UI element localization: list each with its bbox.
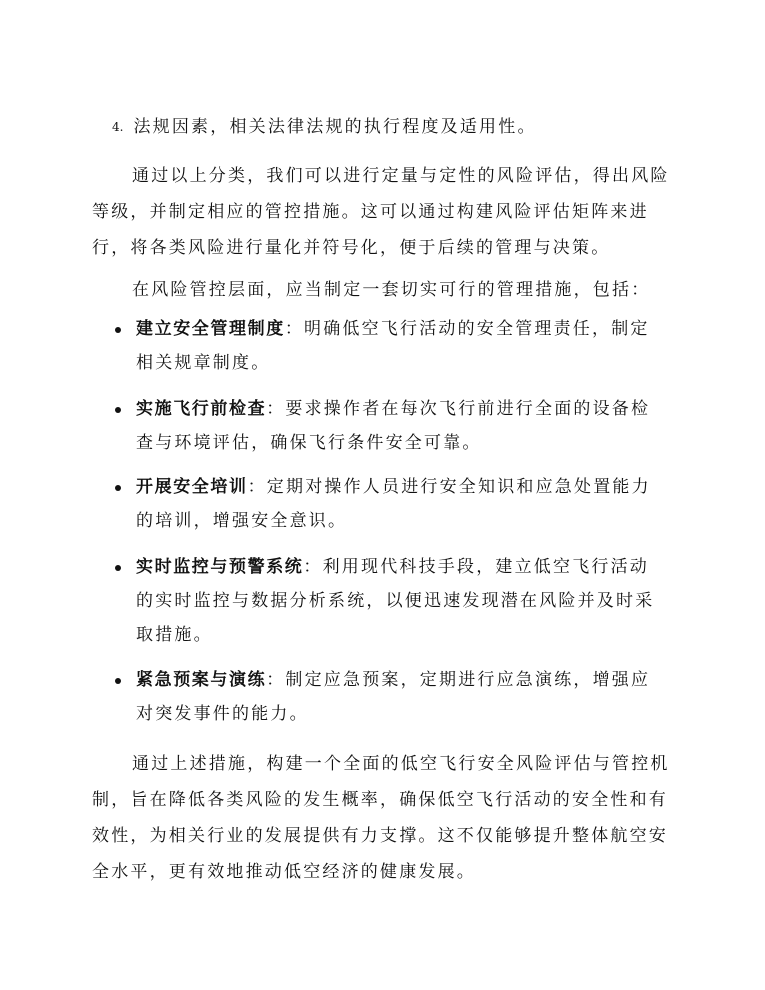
- bullet-text: ：利用现代科技手段，建立低空飞行活动的实时监控与数据分析系统，以便迅速发现潜在风险并及时采取措施。: [136, 557, 655, 645]
- list-number: 4.: [112, 120, 124, 134]
- numbered-item-4: [112, 115, 537, 139]
- list-item: [136, 392, 666, 460]
- bullet-term: 实时监控与预警系统: [136, 557, 304, 577]
- list-item: [136, 663, 666, 731]
- paragraph-control-measures-intro: 在风险管控层面，应当制定一套切实可行的管理措施，包括：: [132, 280, 651, 300]
- bullet-term: 开展安全培训: [136, 477, 248, 497]
- paragraph-risk-classification: 通过以上分类，我们可以进行定量与定性的风险评估，得出风险等级，并制定相应的管控措施。这可以通过构建风险评估矩阵来进行，将各类风险进行量化并符号化，便于后续的管理与决策。: [92, 166, 670, 258]
- list-item: [136, 470, 666, 538]
- paragraph-conclusion: 通过上述措施，构建一个全面的低空飞行安全风险评估与管控机制，旨在降低各类风险的发生概率，确保低空飞行活动的安全性和有效性，为相关行业的发展提供有力支撑。这不仅能够提升整体航空安全水平，更有效地推动低空经济的健康发展。: [92, 754, 670, 882]
- bullet-icon: [115, 678, 121, 684]
- list-item: [136, 312, 666, 380]
- bullet-term: 紧急预案与演练: [136, 670, 267, 690]
- bullet-term: 建立安全管理制度: [136, 319, 285, 339]
- bullet-term: 实施飞行前检查: [136, 399, 267, 419]
- bullet-icon: [115, 327, 121, 333]
- bullet-icon: [115, 485, 121, 491]
- list-item: [136, 550, 666, 652]
- bullet-text: ：制定应急预案，定期进行应急演练，增强应对突发事件的能力。: [136, 670, 651, 724]
- bullet-text: ：明确低空飞行活动的安全管理责任，制定相关规章制度。: [136, 319, 650, 373]
- bullet-text: ：定期对操作人员进行安全知识和应急处置能力的培训，增强安全意识。: [136, 477, 651, 531]
- bullet-icon: [115, 565, 121, 571]
- numbered-item-text: 法规因素，相关法律法规的执行程度及适用性。: [133, 117, 537, 137]
- bullet-text: ：要求操作者在每次飞行前进行全面的设备检查与环境评估，确保飞行条件安全可靠。: [136, 399, 651, 453]
- bullet-icon: [115, 407, 121, 413]
